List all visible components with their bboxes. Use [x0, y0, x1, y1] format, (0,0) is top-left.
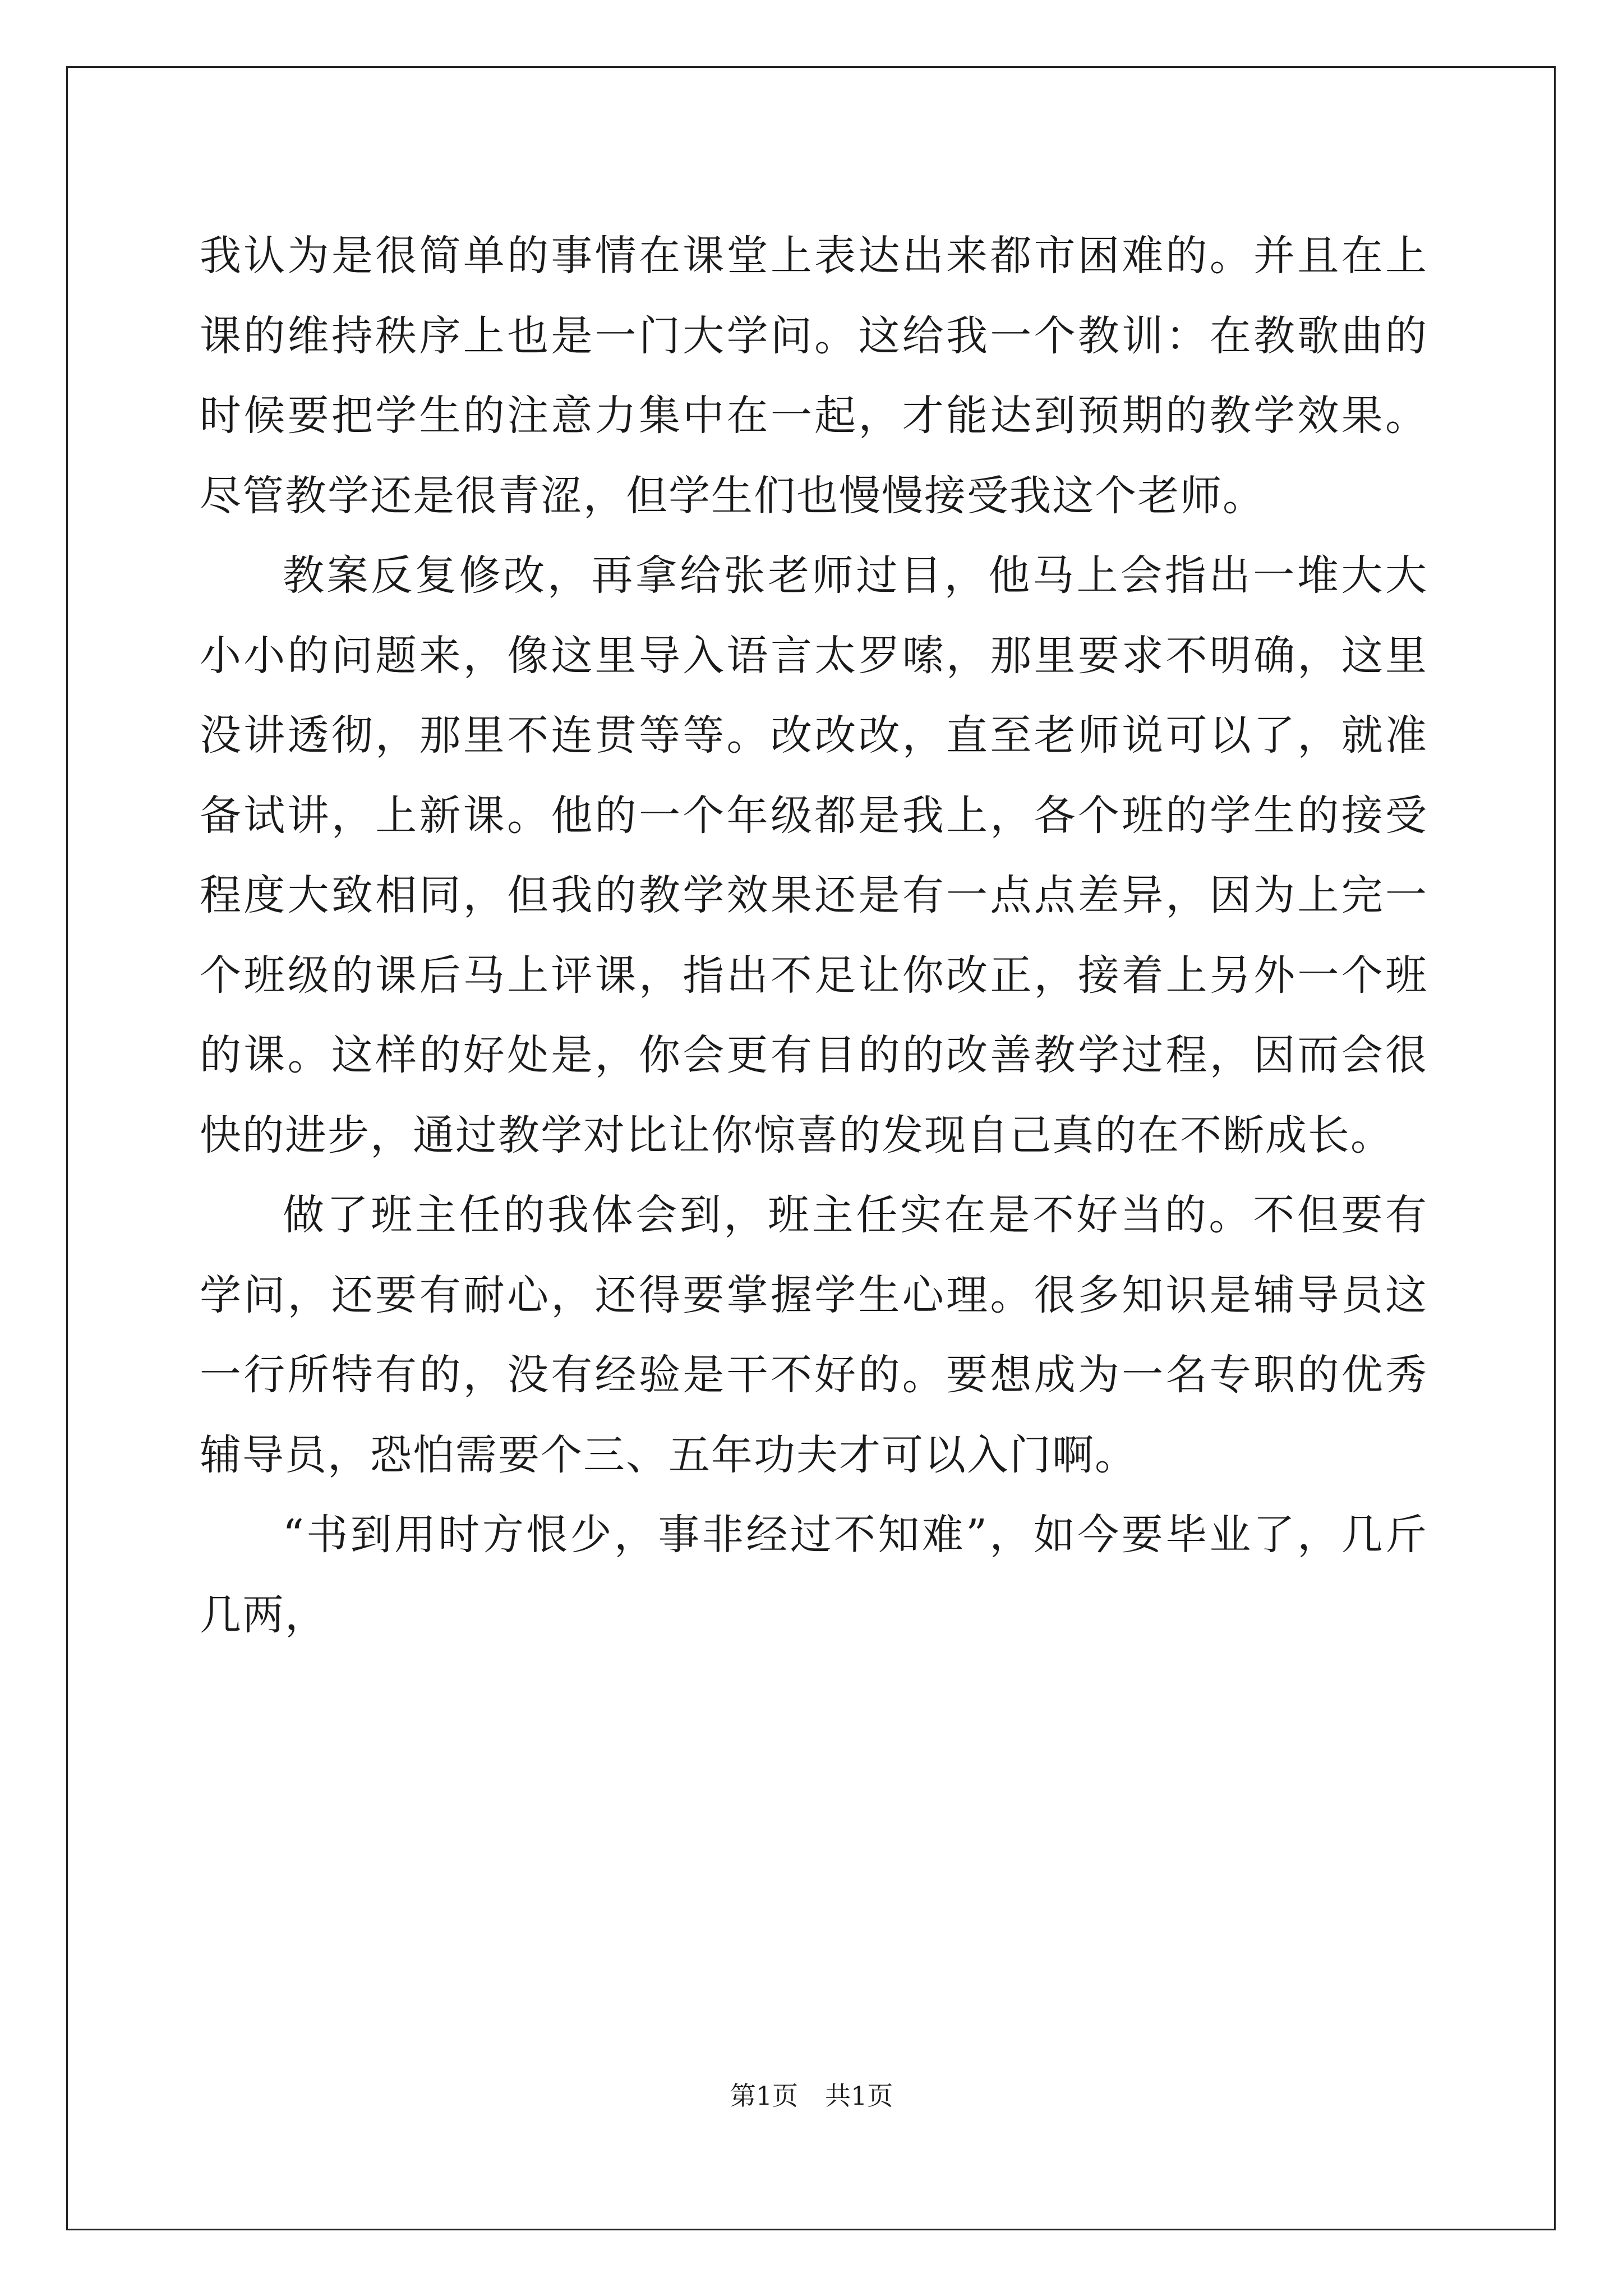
page-number: 第1页: [730, 2081, 798, 2111]
page-total: 共1页: [825, 2081, 893, 2111]
paragraph-1: 我认为是很简单的事情在课堂上表达出来都市困难的。并且在上课的维持秩序上也是一门大学问。这给我一个教训：在教歌曲的时候要把学生的注意力集中在一起，才能达到预期的教学效果。尽管教学还是很青涩，但学生们也慢慢接受我这个老师。: [200, 232, 1428, 520]
paragraph-3: 做了班主任的我体会到，班主任实在是不好当的。不但要有学问，还要有耐心，还得要掌握学生心理。很多知识是辅导员这一行所特有的，没有经验是干不好的。要想成为一名专职的优秀辅导员，恐怕需要个三、五年功夫才可以入门啊。: [200, 1191, 1428, 1479]
document-body: [200, 216, 1428, 1655]
page-footer: [0, 2079, 1623, 2113]
paragraph-2: 教案反复修改，再拿给张老师过目，他马上会指出一堆大大小小的问题来，像这里导入语言太罗嗦，那里要求不明确，这里没讲透彻，那里不连贯等等。改改改，直至老师说可以了，就准备试讲，上新课。他的一个年级都是我上，各个班的学生的接受程度大致相同，但我的教学效果还是有一点点差异，因为上完一个班级的课后马上评课，指出不足让你改正，接着上另外一个班的课。这样的好处是，你会更有目的的改善教学过程，因而会很快的进步，通过教学对比让你惊喜的发现自己真的在不断成长。: [200, 551, 1428, 1159]
paragraph-4: “书到用时方恨少，事非经过不知难”，如今要毕业了，几斤几两，: [200, 1511, 1428, 1639]
